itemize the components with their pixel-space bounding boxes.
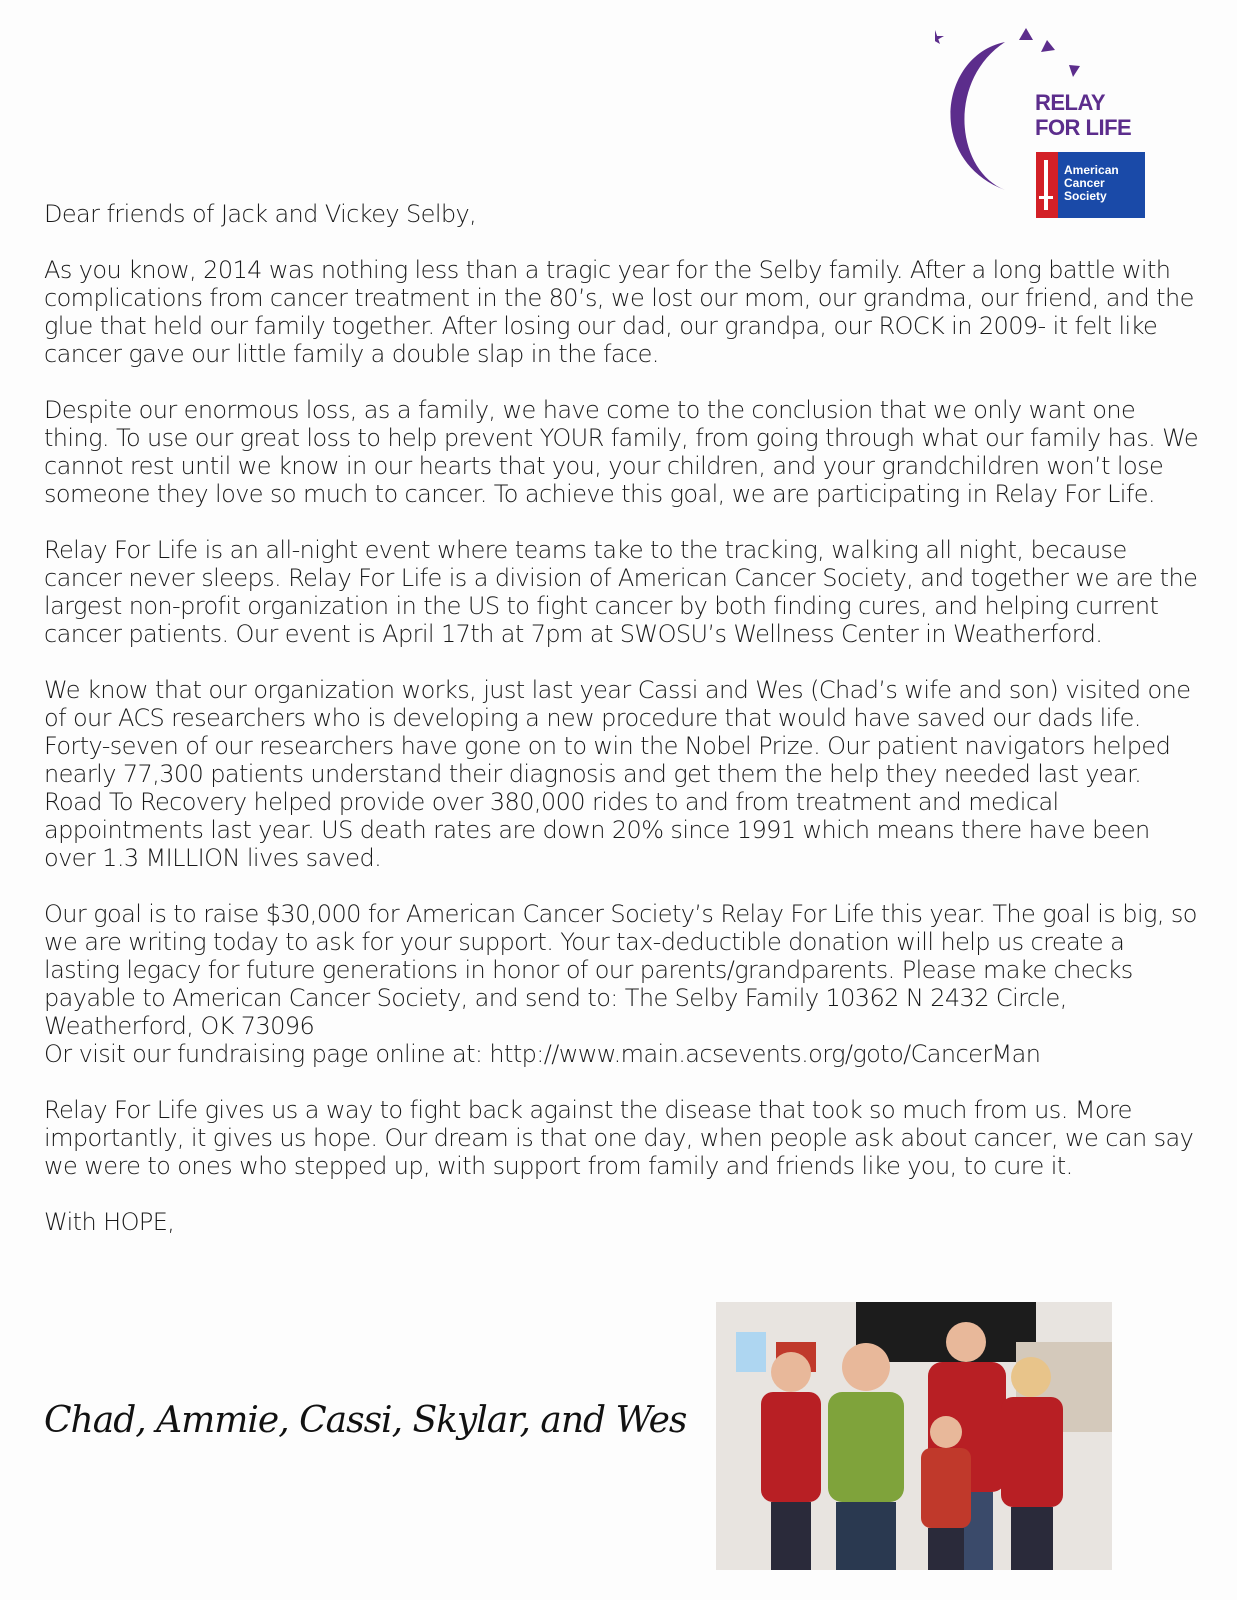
paragraph-goal: Our goal is to raise $30,000 for American Cancer Society’s Relay For Life this year. The goal is big, so we are writing today to ask for your support. Your tax-deductible donation will help us create a lasting legacy for future generations in honor of our parents/grandparents. Please make checks payable to American Cancer Society, and send to: The Selby Family 10362 N 2432 Circle, Weatherford, OK 73096 (44, 900, 1197, 1040)
acs-line-american: American (1064, 163, 1119, 177)
acs-line-cancer: Cancer (1064, 176, 1105, 190)
fundraising-link[interactable]: Or visit our fundraising page online at: http://www.main.acsevents.org/goto/CancerMan (44, 1040, 1041, 1068)
acs-line-society: Society (1064, 189, 1107, 203)
relay-for-life-wordmark (1035, 90, 1131, 140)
relay-for-life-logo (935, 20, 1175, 230)
signature: Chad, Ammie, Cassi, Skylar, and Wes (44, 1400, 687, 1441)
paragraph-goal-block (44, 900, 1204, 1068)
sword-hilt (1039, 196, 1053, 199)
logo-line-for-life: FOR LIFE (1035, 115, 1132, 140)
paragraph-tragic-year: As you know, 2014 was nothing less than a tragic year for the Selby family. After a long battle with complications from cancer treatment in the 80’s, we lost our mom, our grandma, our friend, and the glue that held our family together. After losing our dad, our grandpa, our ROCK in 2009- it felt like cancer gave our little family a double slap in the face. (44, 256, 1194, 368)
greeting: Dear friends of Jack and Vickey Selby, (44, 200, 477, 228)
closing: With HOPE, (44, 1208, 175, 1236)
paragraph-relay-event: Relay For Life is an all-night event where teams take to the tracking, walking all night, because cancer never sleeps. Relay For Life is a division of American Cancer Society, and together we are the largest non-profit organization in the US to fight cancer by both finding cures, and helping current cancer patients. Our event is April 17th at 7pm at SWOSU’s Wellness Center in Weatherford. (44, 536, 1198, 648)
paragraph-organization-works: We know that our organization works, just last year Cassi and Wes (Chad’s wife and son) visited one of our ACS researchers who is developing a new procedure that would have saved our dads life. Forty-seven of our researchers have gone on to win the Nobel Prize. Our patient navigators helped nearly 77,300 patients understand their diagnosis and get them the help they needed last year. Road To Recovery helped provide over 380,000 rides to and from treatment and medical appointments last year. US death rates are down 20% since 1991 which means there have been over 1.3 MILLION lives saved. (44, 676, 1191, 872)
letter-body (44, 200, 1204, 1264)
acs-wordmark (1064, 164, 1119, 203)
paragraph-enormous-loss: Despite our enormous loss, as a family, we have come to the conclusion that we only want one thing. To use our great loss to help prevent YOUR family, from going through what our family has. We cannot rest until we know in our hearts that you, your children, and your grandchildren won’t lose someone they love so much to cancer. To achieve this goal, we are participating in Relay For Life. (44, 396, 1199, 508)
family-photo-illustration (716, 1302, 1112, 1570)
paragraph-hope: Relay For Life gives us a way to fight back against the disease that took so much from us. More importantly, it gives us hope. Our dream is that one day, when people ask about cancer, we can say we were to ones who stepped up, with support from family and friends like you, to cure it. (44, 1096, 1194, 1180)
logo-line-relay: RELAY (1035, 90, 1106, 115)
family-photo (716, 1302, 1112, 1570)
